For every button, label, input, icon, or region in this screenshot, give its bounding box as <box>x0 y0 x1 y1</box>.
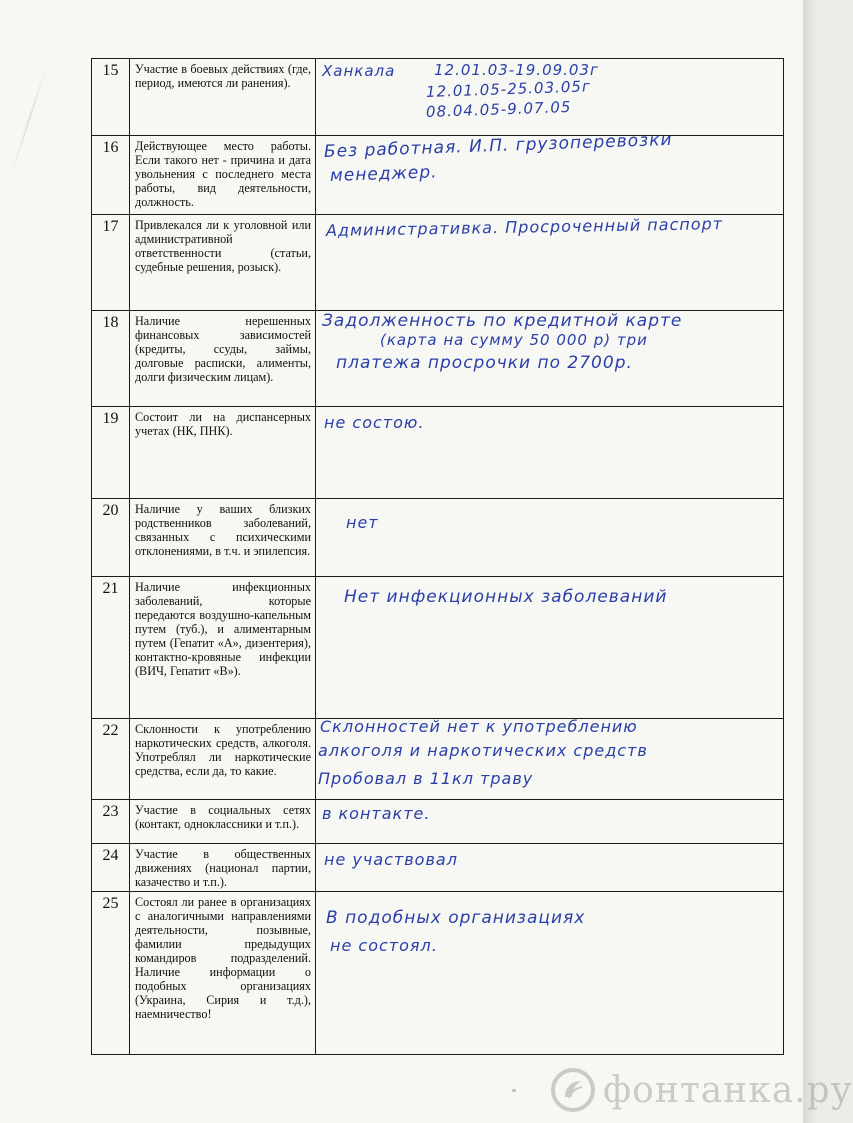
question-label: Действующее место работы. Если такого нет - причина и дата увольнения с последнего места работы, вид деятельности, должность. <box>135 139 311 209</box>
question-text: Участие в социальных сетях (контакт, одноклассники и т.п.). <box>130 800 316 844</box>
table-row <box>92 215 784 311</box>
handwritten-answer <box>316 215 784 311</box>
fontanka-watermark <box>551 1063 853 1117</box>
watermark-text: фонтанка.ру <box>603 1069 853 1111</box>
answer-line: нет <box>346 513 379 532</box>
row-number: 21 <box>92 577 130 719</box>
question-text: Склонности к употреблению наркотических средств, алкоголя. Употреблял ли наркотические средства, если да, то какие. <box>130 719 316 800</box>
answer-line: Нет инфекционных заболеваний <box>344 587 668 607</box>
answer-line: алкоголя и наркотических средств <box>318 741 648 760</box>
question-text: Участие в боевых действиях (где, период, имеются ли ранения). <box>130 59 316 136</box>
table-row <box>92 577 784 719</box>
table-row <box>92 892 784 1055</box>
answer-line: Без работная. И.П. грузоперевозки <box>323 129 673 162</box>
answer-line: Ханкала <box>322 62 396 80</box>
handwritten-answer <box>316 844 784 892</box>
row-number: 22 <box>92 719 130 800</box>
answer-line: 12.01.05-25.03.05г <box>425 77 592 101</box>
question-text: Состоит ли на диспансерных учетах (НК, ПНК). <box>130 407 316 499</box>
question-text: Участие в общественных движениях (национал партии, казачество и т.п.). <box>130 844 316 892</box>
row-number: 19 <box>92 407 130 499</box>
fontanka-logo-icon <box>551 1068 595 1112</box>
answer-line: Пробовал в 11кл траву <box>318 769 534 788</box>
page-edge-shadow <box>803 0 817 1123</box>
table-row <box>92 311 784 407</box>
answer-line: (карта на сумму 50 000 р) три <box>380 331 648 349</box>
row-number: 16 <box>92 136 130 215</box>
answer-line: 12.01.03-19.09.03г <box>434 61 599 79</box>
row-number: 17 <box>92 215 130 311</box>
question-text: Наличие нерешенных финансовых зависимостей (кредиты, ссуды, займы, долговые расписки, алименты, долги физическим лицам). <box>130 311 316 407</box>
table-row <box>92 59 784 136</box>
scan-dot <box>512 1089 516 1092</box>
answer-line: не состою. <box>324 413 425 432</box>
handwritten-answer <box>316 59 784 136</box>
handwritten-answer <box>316 407 784 499</box>
row-number: 20 <box>92 499 130 577</box>
table-row <box>92 800 784 844</box>
answer-line: не состоял. <box>330 936 438 955</box>
answer-line: платежа просрочки по 2700р. <box>336 353 633 373</box>
table-row <box>92 844 784 892</box>
row-number: 25 <box>92 892 130 1055</box>
question-text: Состоял ли ранее в организациях с аналогичными направлениями деятельности, позывные, фамилии предыдущих командиров подразделений. Наличие информации о подобных организациях (Украина, Сирия и т.д.), наемничество! <box>130 892 316 1055</box>
row-number: 24 <box>92 844 130 892</box>
table-row <box>92 499 784 577</box>
table-row <box>92 719 784 800</box>
questionnaire-table <box>91 58 784 1055</box>
answer-line: менеджер. <box>329 162 438 186</box>
handwritten-answer <box>316 800 784 844</box>
answer-line: 08.04.05-9.07.05 <box>425 97 572 121</box>
answer-line: Задолженность по кредитной карте <box>322 311 683 331</box>
question-text: Наличие у ваших близких родственников заболеваний, связанных с психическими отклонениями, в т.ч. и эпилепсия. <box>130 499 316 577</box>
handwritten-answer <box>316 499 784 577</box>
answer-line: не участвовал <box>324 850 458 869</box>
row-number: 23 <box>92 800 130 844</box>
answer-line: Склонностей нет к употреблению <box>320 717 638 736</box>
question-text: Наличие инфекционных заболеваний, которые передаются воздушно-капельным путем (туб.), и алиментарным путем (Гепатит «А», дизентерия), контактно-кровяные инфекции (ВИЧ, Гепатит «В»). <box>130 577 316 719</box>
question-text <box>130 136 316 215</box>
table-row <box>92 136 784 215</box>
row-number: 18 <box>92 311 130 407</box>
handwritten-answer <box>316 892 784 1055</box>
table-row <box>92 407 784 499</box>
answer-line: Административка. Просроченный паспорт <box>325 214 724 240</box>
handwritten-answer <box>316 311 784 407</box>
handwritten-answer <box>316 719 784 800</box>
answer-line: В подобных организациях <box>326 908 586 928</box>
handwritten-answer <box>316 129 784 215</box>
answer-line: в контакте. <box>322 804 431 823</box>
handwritten-answer <box>316 577 784 719</box>
question-text: Привлекался ли к уголовной или административной ответственности (статьи, судебные решения, розыск). <box>130 215 316 311</box>
row-number: 15 <box>92 59 130 136</box>
